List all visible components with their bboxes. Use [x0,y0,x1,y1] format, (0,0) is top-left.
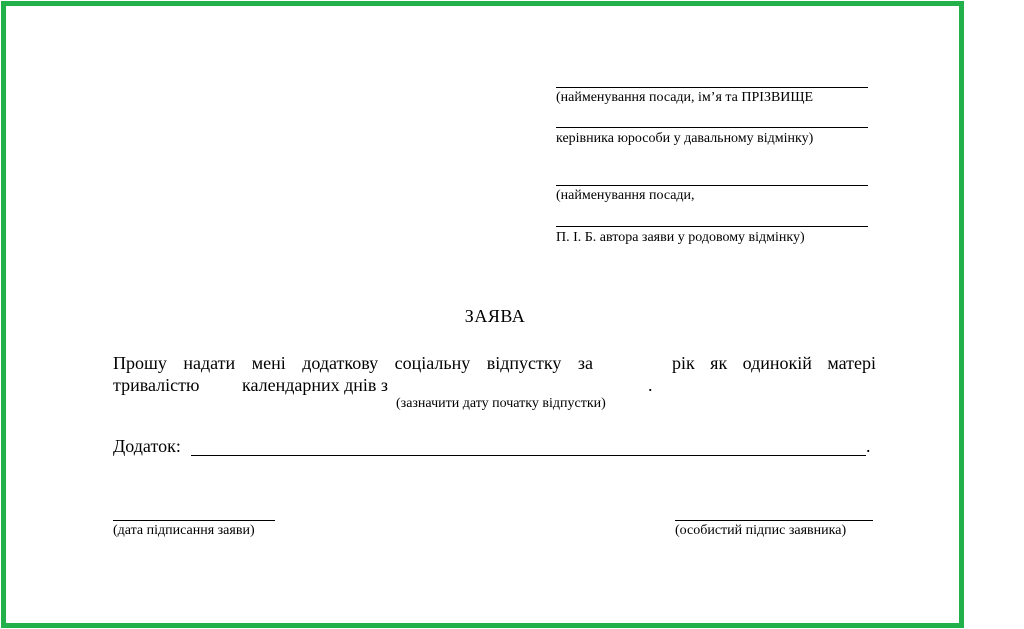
attachment-label: Додаток: [113,436,181,456]
body-text-line2-part1: тривалістю [113,375,200,395]
start-date-hint: (зазначити дату початку відпустки) [396,396,606,411]
date-signature-caption: (дата підписання заяви) [113,523,255,538]
addressee-line-2 [556,127,868,128]
attachment-line [191,455,866,456]
body-text-line2-part2: календарних днів з [242,375,389,395]
addressee-caption-2: керівника юрособи у давальному відмінку) [556,131,814,146]
body-text-line1-part2: рік як одинокій матері [672,353,876,373]
attachment-end-dot: . [866,436,871,456]
personal-signature-line [675,520,873,521]
body-text-line1-part1: Прошу надати мені додаткову соціальну відпустку за [113,353,593,373]
author-caption-2: П. І. Б. автора заяви у родовому відмінку) [556,230,805,245]
author-line-1 [556,185,868,186]
document-title: ЗАЯВА [464,306,526,326]
addressee-line-1 [556,87,868,88]
author-line-2 [556,226,868,227]
date-signature-line [113,520,275,521]
personal-signature-caption: (особистий підпис заявника) [675,523,847,538]
addressee-caption-1: (найменування посади, ім’я та ПРІЗВИЩЕ [556,90,814,105]
author-caption-1: (найменування посади, [556,188,695,203]
body-text-line2-dot: . [648,375,653,395]
